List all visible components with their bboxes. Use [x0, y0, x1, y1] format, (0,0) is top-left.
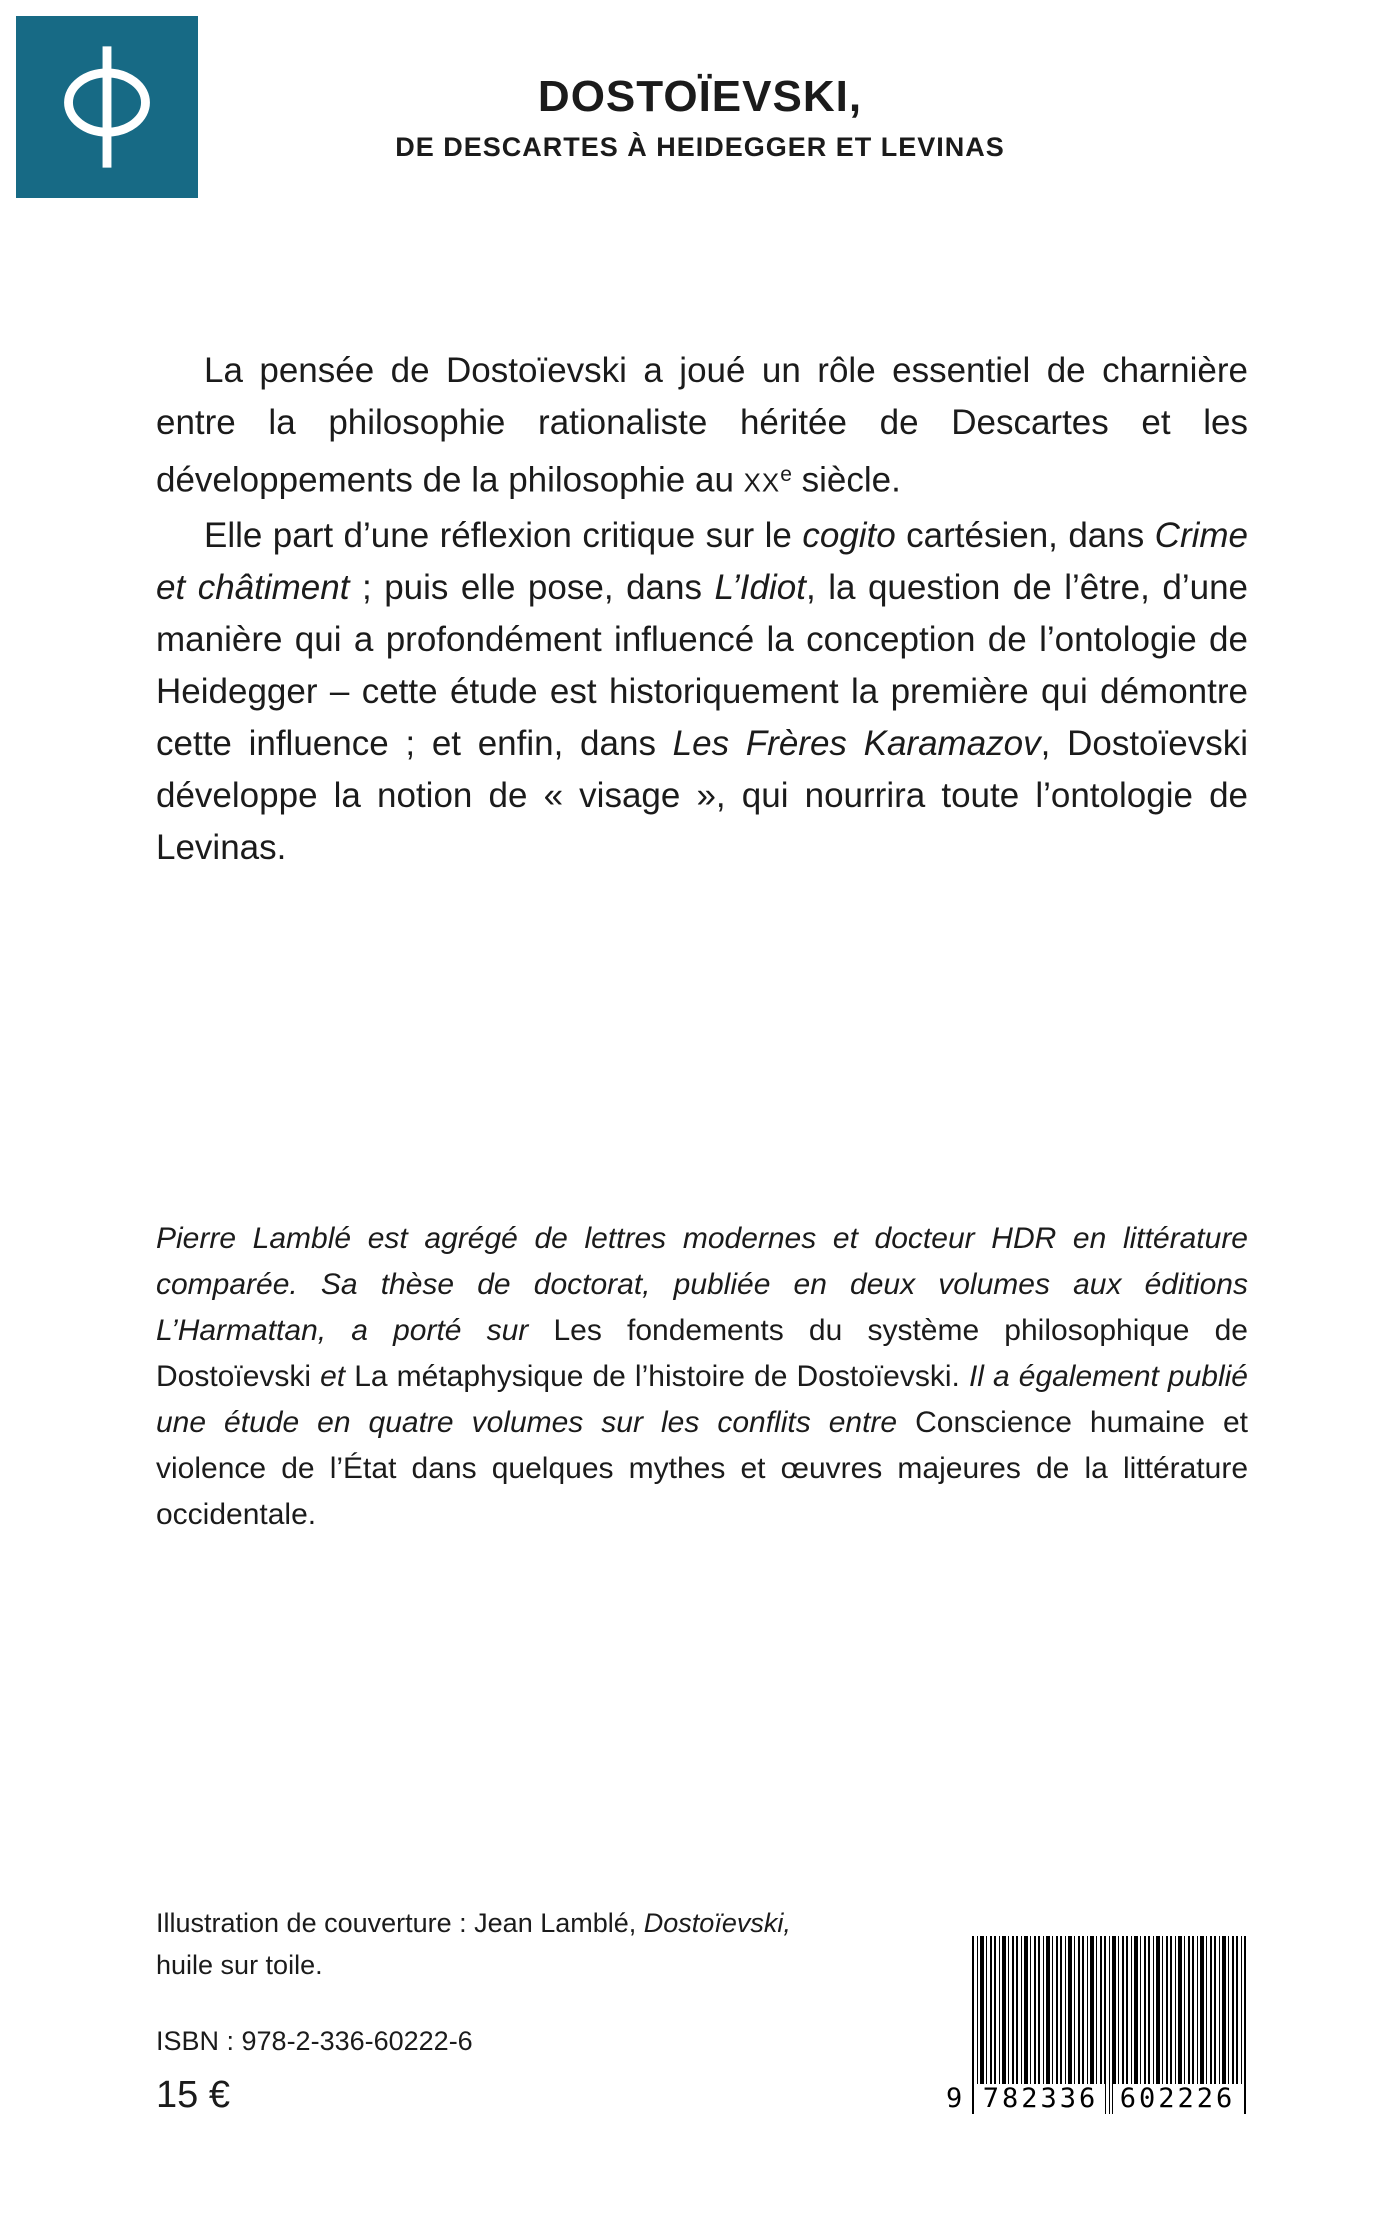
price: 15 €: [156, 2074, 230, 2116]
cover-credit-line-2: huile sur toile.: [156, 1950, 323, 1980]
barcode-bars: [972, 1936, 1246, 2114]
author-bio: Pierre Lamblé est agrégé de lettres modernes et docteur HDR en littérature comparée. Sa thèse de doctorat, publiée en deux volumes aux éditions L’Harmattan, a porté sur Les fondements du système philosophique de Dostoïevski et La métaphysique de l’histoire de Dostoïevski. Il a également publié une étude en quatre volumes sur les conflits entre Conscience humaine et violence de l’État dans quelques mythes et œuvres majeures de la littérature occidentale.: [156, 1222, 1248, 1531]
cover-credit-line-1: Illustration de couverture : Jean Lamblé, Dostoïevski,: [156, 1908, 791, 1938]
synopsis-paragraph-2: Elle part d’une réflexion critique sur le cogito cartésien, dans Crime et châtiment ; puis elle pose, dans L’Idiot, la question de l’être, d’une manière qui a profondément influencé la conception de l’ontologie de Heidegger – cette étude est historiquement la première qui démontre cette influence ; et enfin, dans Les Frères Karamazov, Dostoïevski développe la notion de « visage », qui nourrira toute l’ontologie de Levinas.: [156, 515, 1248, 867]
barcode-group-2: 602226: [1113, 2084, 1242, 2114]
book-subtitle: DE DESCARTES À HEIDEGGER ET LEVINAS: [395, 132, 1005, 162]
cover-credit: [156, 1902, 976, 1986]
header: [0, 72, 1400, 164]
book-title: DOSTOÏEVSKI,: [537, 72, 863, 121]
barcode-group-1: 782336: [976, 2084, 1105, 2114]
barcode-number: [976, 2084, 1242, 2114]
synopsis: [156, 345, 1248, 874]
barcode: [946, 1936, 1246, 2114]
synopsis-paragraph-1: La pensée de Dostoïevski a joué un rôle essentiel de charnière entre la philosophie rationaliste héritée de Descartes et les développements de la philosophie au XXe siècle.: [156, 351, 1248, 500]
isbn: ISBN : 978-2-336-60222-6: [156, 2026, 473, 2056]
barcode-prefix-digit: 9: [946, 2083, 963, 2114]
